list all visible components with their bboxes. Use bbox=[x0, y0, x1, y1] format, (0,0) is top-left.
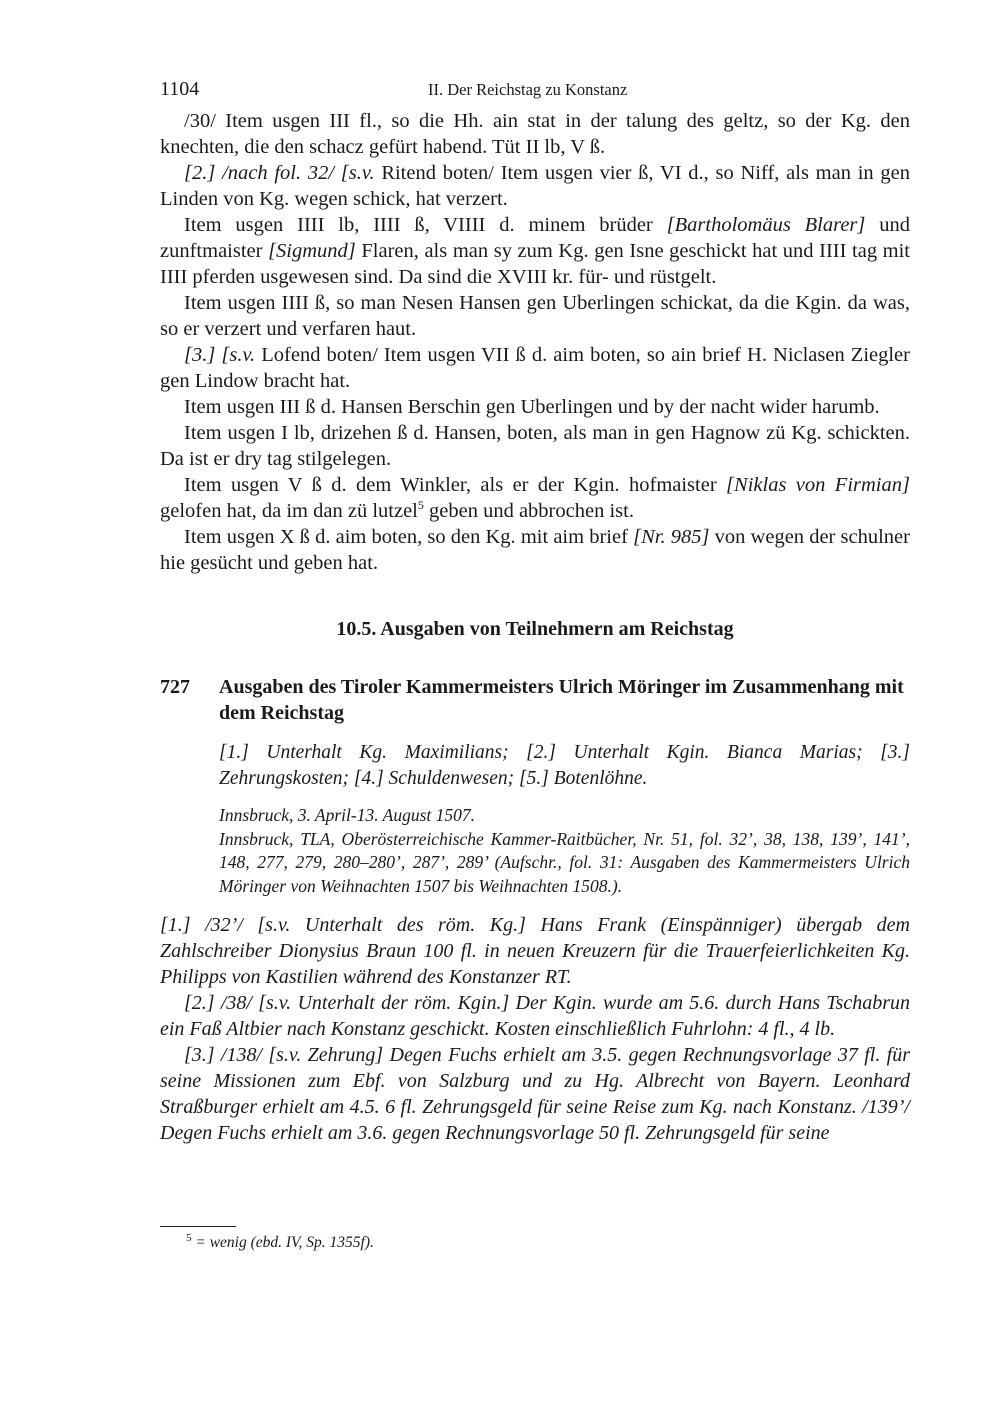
paragraph: [2.] /38/ [s.v. Unterhalt der röm. Kgin.] Der Kgin. wurde am 5.6. durch Hans Tschabrun ein Faß Altbier nach Konstanz geschickt. Kosten einschließlich Fuhrlohn: 4 fl., 4 lb. bbox=[160, 992, 910, 1040]
paragraph: [3.] [s.v. Lofend boten/ Item usgen VII ß d. aim boten, so ain brief H. Niclasen Ziegler gen Lindow bracht hat. bbox=[160, 344, 910, 392]
paragraph: [2.] /nach fol. 32/ [s.v. Ritend boten/ Item usgen vier ß, VI d., so Niff, als man in gen Linden von Kg. wegen schick, hat verzert. bbox=[160, 162, 910, 210]
page bbox=[160, 78, 910, 1146]
entry-summary: [1.] Unterhalt Kg. Maximilians; [2.] Unterhalt Kgin. Bianca Marias; [3.] Zehrungskosten; [4.] Schuldenwesen; [5.] Botenlöhne. bbox=[219, 742, 910, 789]
entry-title: Ausgaben des Tiroler Kammermeisters Ulrich Möringer im Zusammenhang mit dem Reichstag bbox=[219, 676, 904, 724]
paragraph: [1.] /32’/ [s.v. Unterhalt des röm. Kg.] Hans Frank (Einspänniger) übergab dem Zahlschreiber Dionysius Braun 100 fl. in neuen Kreuzern für die Trauerfeierlichkeiten Kg. Philipps von Kastilien während des Konstanzer RT. bbox=[160, 914, 910, 988]
footnote bbox=[186, 1232, 374, 1252]
entry-body bbox=[160, 912, 910, 1146]
entry-number: 727 bbox=[160, 676, 190, 698]
paragraph: Item usgen III ß d. Hansen Berschin gen Uberlingen und by der nacht wider harumb. bbox=[184, 396, 880, 418]
running-title: II. Der Reichstag zu Konstanz bbox=[428, 80, 628, 99]
paragraph: Item usgen IIII ß, so man Nesen Hansen gen Uberlingen schickat, da die Kgin. da was, so er verzert und verfaren haut. bbox=[160, 292, 910, 340]
paragraph: Item usgen IIII lb, IIII ß, VIIII d. minem brüder [Bartholomäus Blarer] und zunftmaister [Sigmund] Flaren, als man sy zum Kg. gen Isne geschickt hat und IIII tag mit IIII pferden usgewesen sind. Da sind die XVIII kr. für- und rüstgelt. bbox=[160, 214, 911, 288]
entry-source-block bbox=[219, 804, 910, 898]
archival-source: Innsbruck, TLA, Oberösterreichische Kammer-Raitbücher, Nr. 51, fol. 32’, 38, 138, 139’, 141’, 148, 277, 279, 280–280’, 287’, 289’ (Aufschr., fol. 31: Ausgaben des Kammermeisters Ulrich Möringer von Weihnachten 1507 bis Weihnachten 1508.). bbox=[219, 828, 910, 896]
footnote-marker[interactable]: 5 bbox=[417, 498, 424, 513]
footnote-text: = wenig (ebd. IV, Sp. 1355f). bbox=[191, 1234, 374, 1252]
account-entries bbox=[160, 108, 910, 576]
paragraph: Item usgen V ß d. dem Winkler, als er der Kgin. hofmaister [Niklas von Firmian] gelofen hat, da im dan zü lutzel$^5$ geben und abbrochen ist. bbox=[160, 474, 910, 522]
paragraph: Item usgen I lb, drizehen ß d. Hansen, boten, als man in gen Hagnow zü Kg. schickten. Da ist er dry tag stilgelegen. bbox=[160, 422, 910, 470]
footnote-number: 5 bbox=[186, 1232, 192, 1244]
document-entry bbox=[160, 674, 910, 1146]
page-number: 1104 bbox=[160, 78, 200, 100]
footnote-divider bbox=[160, 1226, 236, 1227]
paragraph: /30/ Item usgen III fl., so die Hh. ain stat in der talung des geltz, so der Kg. den knechten, die den schacz gefürt habend. Tüt II lb, V ß. bbox=[160, 110, 910, 158]
running-head bbox=[160, 78, 910, 108]
paragraph: [3.] /138/ [s.v. Zehrung] Degen Fuchs erhielt am 3.5. gegen Rechnungsvorlage 37 fl. für seine Missionen zum Ebf. von Salzburg und zu Hg. Albrecht von Bayern. Leonhard Straßburger erhielt am 4.5. 6 fl. Zehrungsgeld für seine Reise zum Kg. nach Konstanz. /139’/ Degen Fuchs erhielt am 3.6. gegen Rechnungsvorlage 50 fl. Zehrungsgeld für seine bbox=[160, 1044, 910, 1144]
paragraph: Item usgen X ß d. aim boten, so den Kg. mit aim brief [Nr. 985] von wegen der schulner hie gesücht und geben hat. bbox=[160, 526, 910, 574]
section-heading: 10.5. Ausgaben von Teilnehmern am Reichstag bbox=[336, 618, 734, 640]
place-date: Innsbruck, 3. April-13. August 1507. bbox=[219, 805, 476, 825]
